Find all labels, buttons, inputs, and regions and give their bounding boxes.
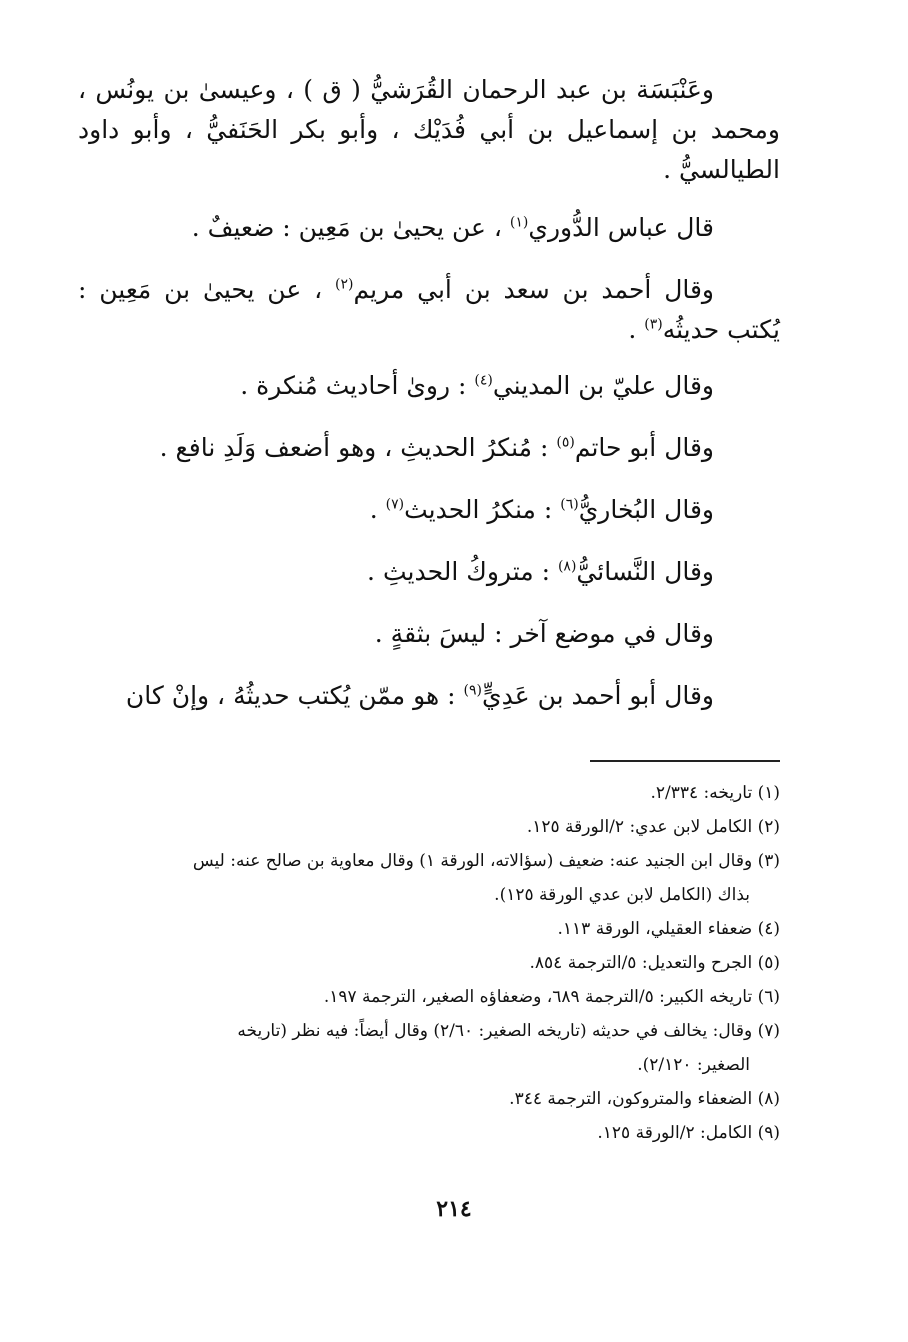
page-body [78,70,780,1143]
footnote-6: (٦) تاريخه الكبير: ٥/الترجمة ٦٨٩، وضعفاؤه الصغير، الترجمة ١٩٧. [323,987,780,1007]
footnote-3-continued: بذاك (الكامل لابن عدي الورقة ١٢٥). [494,885,750,905]
footnote-ref[interactable]: (٨) [557,558,577,575]
footnotes [78,776,780,1150]
page-number: ٢١٤ [436,1196,472,1222]
footnote-ref[interactable]: (٦) [560,496,579,513]
footnote-divider [590,760,780,762]
footnote-9: (٩) الكامل: ٢/الورقة ١٢٥. [597,1123,780,1143]
footnote-8: (٨) الضعفاء والمتروكون، الترجمة ٣٤٤. [509,1089,780,1109]
paragraph-abu-hatim: وقال أبو حاتم$^{(٥)}$ : مُنكرُ الحديثِ ، وهو أضعف وَلَدِ نافع . [159,433,714,462]
footnote-2: (٢) الكامل لابن عدي: ٢/الورقة ١٢٥. [526,817,780,837]
footnote-ref[interactable]: (٩) [463,682,483,699]
paragraph-nasai: وقال النَّسائيُّ$^{(٨)}$ : متروكُ الحديثِ . [367,557,714,586]
main-text [78,70,780,716]
footnote-3: (٣) وقال ابن الجنيد عنه: ضعيف (سؤالاته، الورقة ١) وقال معاوية بن صالح عنه: ليس [192,851,780,871]
paragraph-narrators: وعَنْبَسَة بن عبد الرحمان القُرَشيُّ ( ق ) ، وعيسىٰ بن يونُس ، ومحمد بن إسماعيل بن أبي فُدَيْك ، وأبو بكر الحَنَفيُّ ، وأبو داود الطيالسيُّ . [78,75,780,184]
paragraph-another-place: وقال في موضع آخر : ليسَ بثقةٍ . [374,619,714,648]
footnote-4: (٤) ضعفاء العقيلي، الورقة ١١٣. [557,919,780,939]
footnote-7-continued: الصغير: ٢/١٢٠). [637,1055,750,1075]
paragraph-ibn-adi: وقال أبو أحمد بن عَدِيٍّ$^{(٩)}$ : هو ممّن يُكتب حديثُهُ ، وإنْ كان [125,681,714,710]
paragraph-ibn-al-madini: وقال عليّ بن المديني$^{(٤)}$ : روىٰ أحاديث مُنكرة . [240,371,714,400]
paragraph-duri: قال عباس الدُّوري$^{(١)}$ ، عن يحيىٰ بن مَعِين : ضعيفٌ . [191,213,714,242]
footnote-1: (١) تاريخه: ٢/٣٣٤. [650,783,780,803]
footnote-ref[interactable]: (٥) [556,434,575,451]
footnote-7: (٧) وقال: يخالف في حديثه (تاريخه الصغير: ٢/٦٠) وقال أيضاً: فيه نظر (تاريخه [237,1021,780,1041]
footnote-ref[interactable]: (٤) [474,372,493,389]
footnote-ref[interactable]: (٧) [385,496,405,513]
paragraph-ibn-abi-maryam: وقال أحمد بن سعد بن أبي مريم$^{(٢)}$ ، عن يحيىٰ بن مَعِين : يُكتب حديثُه$^{(٣)}$ . [78,275,780,344]
footnote-ref[interactable]: (٢) [335,276,354,293]
paragraph-bukhari: وقال البُخاريُّ$^{(٦)}$ : منكرُ الحديث$^{(٧)}$ . [369,495,714,524]
footnote-ref[interactable]: (١) [509,214,529,231]
footnote-5: (٥) الجرح والتعديل: ٥/الترجمة ٨٥٤. [529,953,780,973]
footnote-ref[interactable]: (٣) [644,316,663,333]
